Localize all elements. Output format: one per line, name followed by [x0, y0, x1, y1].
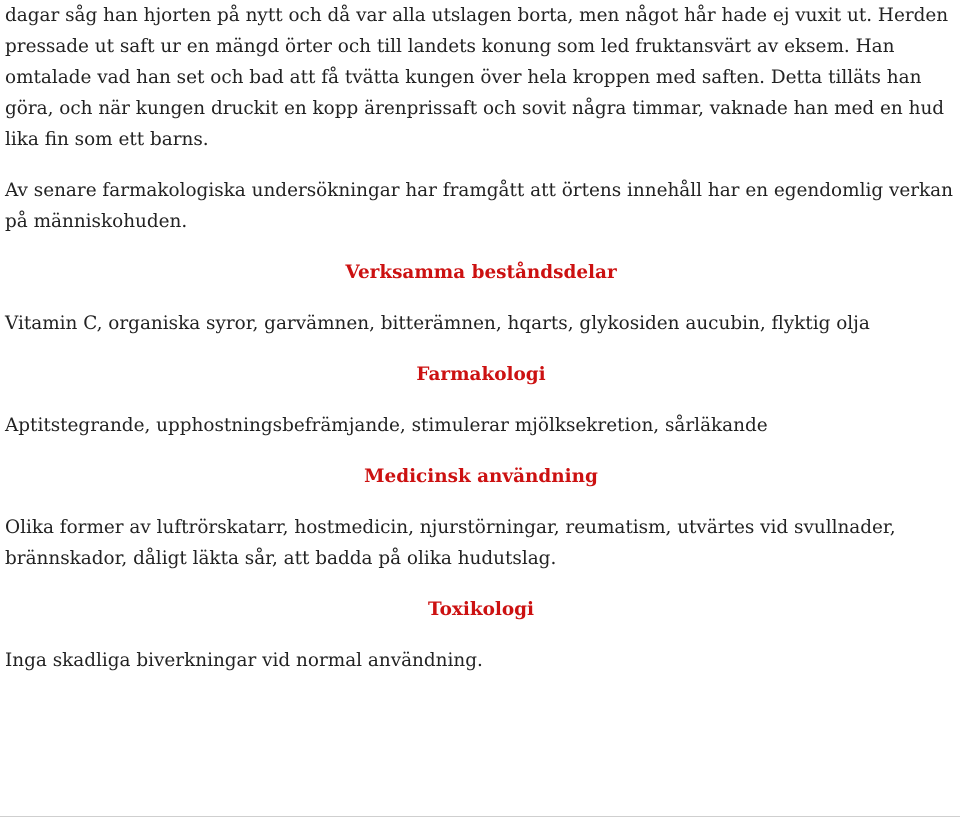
- pharmacology-note-paragraph: Av senare farmakologiska undersökningar har framgått att örtens innehåll har en egendomlig verkan på människohuden.: [5, 180, 953, 232]
- intro-paragraph: dagar såg han hjorten på nytt och då var alla utslagen borta, men något hår hade ej vuxit ut. Herden pressade ut saft ur en mängd örter och till landets konung som led fruktansvärt av eksem. Han omtalade vad han set och bad att få tvätta kungen över hela kroppen med saften. Detta tilläts han göra, och när kungen druckit en kopp ärenprissaft och sovit några timmar, vaknade han med en hud lika fin som ett barns.: [5, 5, 949, 150]
- pharmacology-text: Aptitstegrande, upphostningsbefrämjande, stimulerar mjölksekretion, sårläkande: [5, 415, 768, 436]
- heading-active-ingredients: Verksamma beståndsdelar: [345, 262, 617, 283]
- medical-use-text: Olika former av luftrörskatarr, hostmedicin, njurstörningar, reumatism, utvärtes vid svullnader, brännskador, dåligt läkta sår, att badda på olika hudutslag.: [5, 517, 896, 569]
- active-ingredients-text: Vitamin C, organiska syror, garvämnen, bitterämnen, hqarts, glykosiden aucubin, flyktig olja: [5, 313, 870, 334]
- heading-toxicology: Toxikologi: [428, 599, 534, 620]
- toxicology-text: Inga skadliga biverkningar vid normal användning.: [5, 650, 483, 671]
- heading-medical-use: Medicinsk användning: [364, 466, 598, 487]
- bottom-divider: [0, 816, 960, 817]
- document-page: [5, 0, 957, 676]
- heading-pharmacology: Farmakologi: [416, 364, 546, 385]
